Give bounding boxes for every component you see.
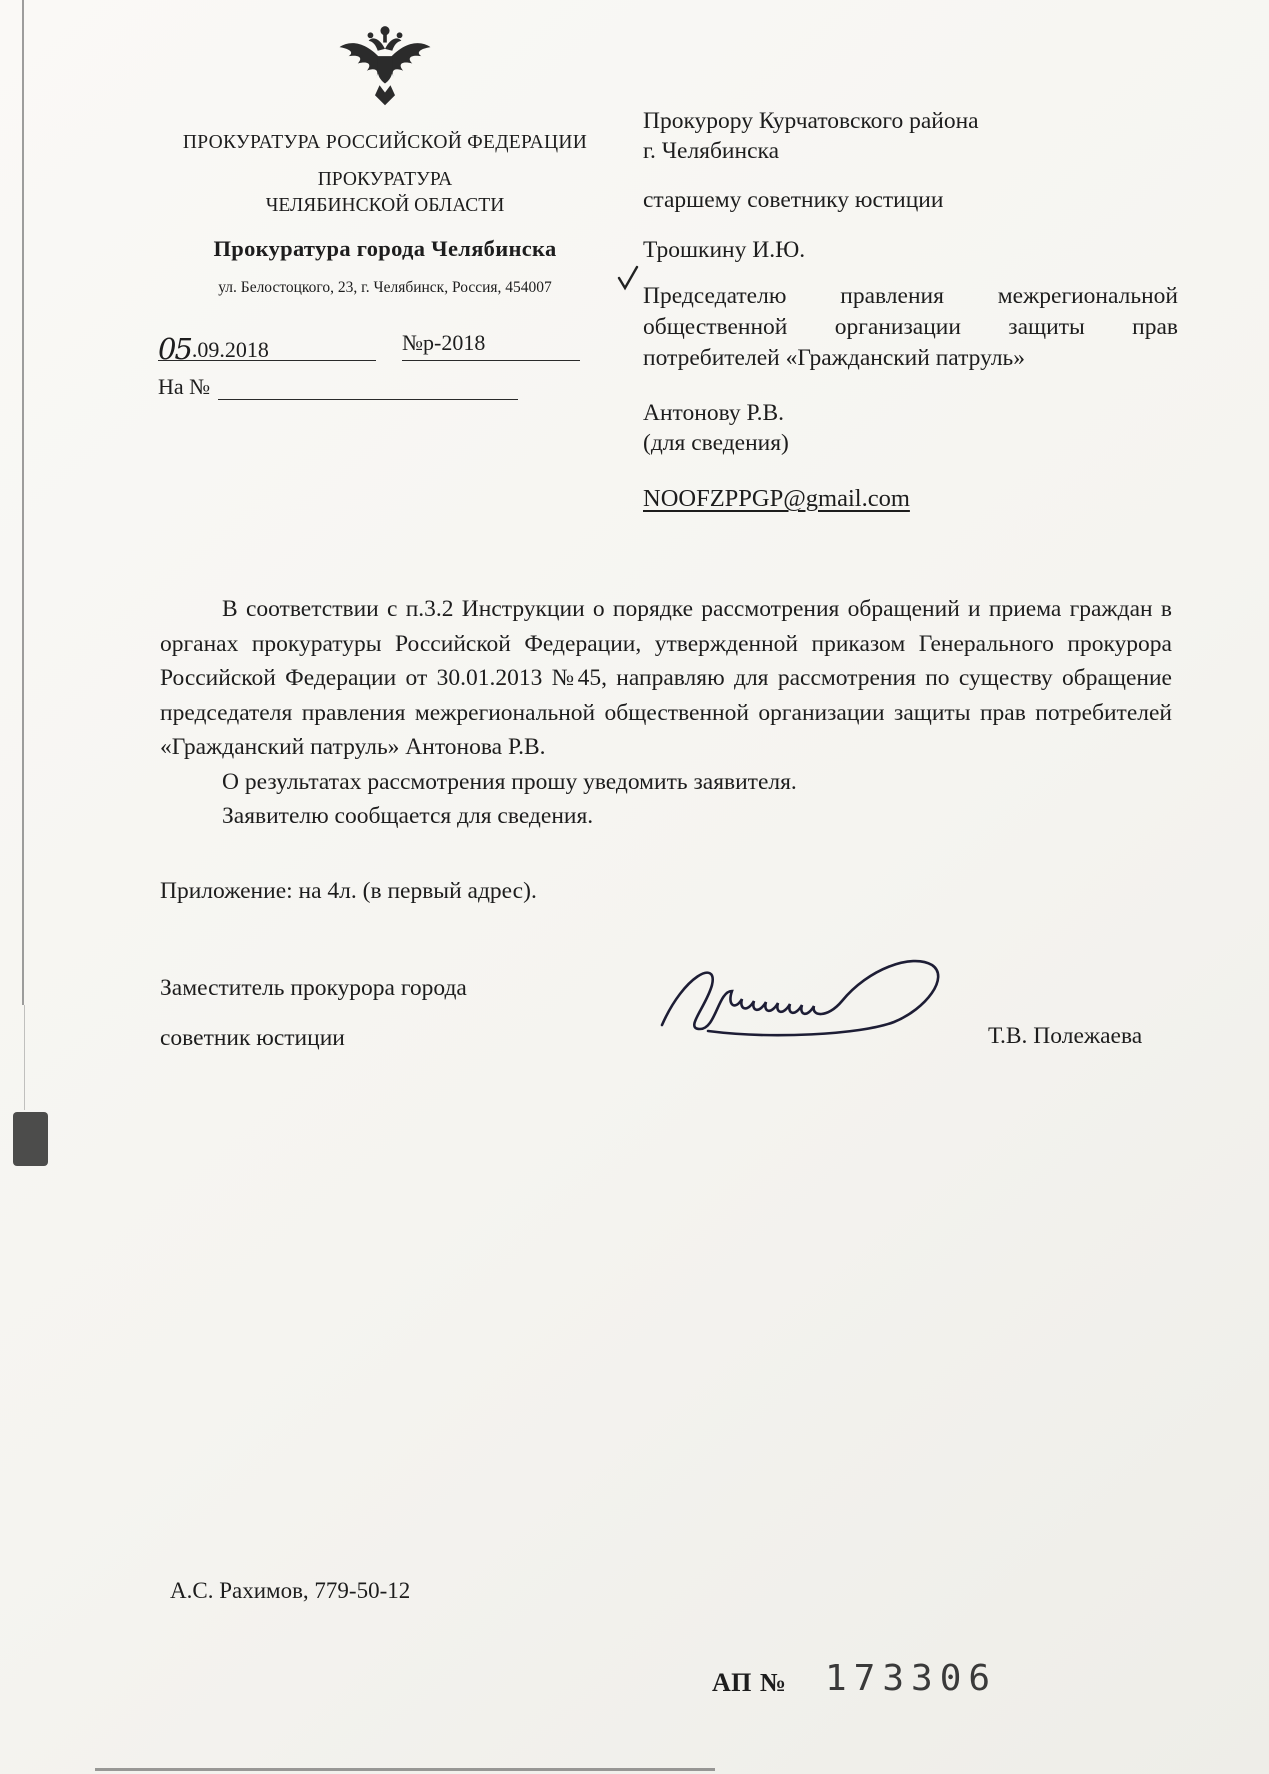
date-field xyxy=(158,330,376,366)
scan-edge-line-2 xyxy=(24,1005,25,1110)
addressee1-line2: г. Челябинска xyxy=(643,138,780,164)
attachment-line: Приложение: на 4л. (в первый адрес). xyxy=(160,877,537,904)
org-region-line-2: ЧЕЛЯБИНСКОЙ ОБЛАСТИ xyxy=(265,195,505,216)
body-paragraph-1: В соответствии с п.3.2 Инструкции о порядке рассмотрения обращений и приема граждан в органах прокуратуры Российской Федерации, утвержденной приказом Генерального прокурора Российской Федерации от 30.01.2013 №45, направляю для рассмотрения по существу обращение председателя правления межрегиональной общественной организации защиты прав потребителей «Гражданский патруль» Антонова Р.В. xyxy=(160,596,1172,760)
org-region-line xyxy=(148,167,622,219)
signature-block xyxy=(160,975,1172,1052)
reply-number-blank xyxy=(218,375,518,400)
handwritten-signature xyxy=(650,947,980,1054)
coat-of-arms-icon xyxy=(148,18,622,120)
handwritten-date-day: 05 xyxy=(158,332,191,366)
number-field xyxy=(402,330,580,361)
addressee1-line1: Прокурору Курчатовского района xyxy=(643,108,979,134)
handwritten-checkmark-icon xyxy=(617,265,639,300)
body-paragraph-2: О результатах рассмотрения прошу уведомить заявителя. xyxy=(222,768,797,795)
signer-position-line2: советник юстиции xyxy=(160,1025,345,1051)
scan-dark-blob xyxy=(13,1112,48,1166)
body-paragraph-3: Заявителю сообщается для сведения. xyxy=(222,803,594,829)
ap-stamp-label: АП № xyxy=(712,1668,787,1697)
reply-number-row xyxy=(158,374,518,400)
addressee2-text: Председателю правления межрегиональной общественной организации защиты прав потребителей «Гражданский патруль» xyxy=(643,283,1178,371)
reply-number-label: На № xyxy=(158,374,211,399)
org-city-name: Прокуратура города Челябинска xyxy=(213,236,557,261)
date-printed: .09.2018 xyxy=(191,337,269,362)
executor-line: А.С. Рахимов, 779-50-12 xyxy=(170,1578,411,1603)
org-federation-line: ПРОКУРАТУРА РОССИЙСКОЙ ФЕДЕРАЦИИ xyxy=(182,132,588,153)
number-sign: № xyxy=(402,330,423,355)
outgoing-number: р-2018 xyxy=(423,330,486,355)
addressee2-block xyxy=(643,281,1178,374)
recipient-email: NOOFZPPGP@gmail.com xyxy=(643,485,910,512)
date-number-row xyxy=(158,330,580,366)
signer-position-line1: Заместитель прокурора города xyxy=(160,975,467,1001)
addressee1-name: Трошкину И.Ю. xyxy=(643,237,806,263)
addressee1-rank: старшему советнику юстиции xyxy=(643,187,944,213)
letterhead xyxy=(148,18,622,297)
ap-stamp-number: 173306 xyxy=(825,1658,998,1699)
addressee2-note: (для сведения) xyxy=(643,430,789,456)
scan-bottom-edge xyxy=(95,1768,715,1771)
org-region-line-1: ПРОКУРАТУРА xyxy=(317,169,453,190)
org-address: ул. Белостоцкого, 23, г. Челябинск, Россия, 454007 xyxy=(218,279,552,296)
signer-name: Т.В. Полежаева xyxy=(988,1023,1143,1049)
addressee2-name: Антонову Р.В. xyxy=(643,400,785,426)
recipient-block xyxy=(643,106,1178,514)
scan-edge-line xyxy=(22,0,24,1005)
letter-body xyxy=(160,592,1172,908)
